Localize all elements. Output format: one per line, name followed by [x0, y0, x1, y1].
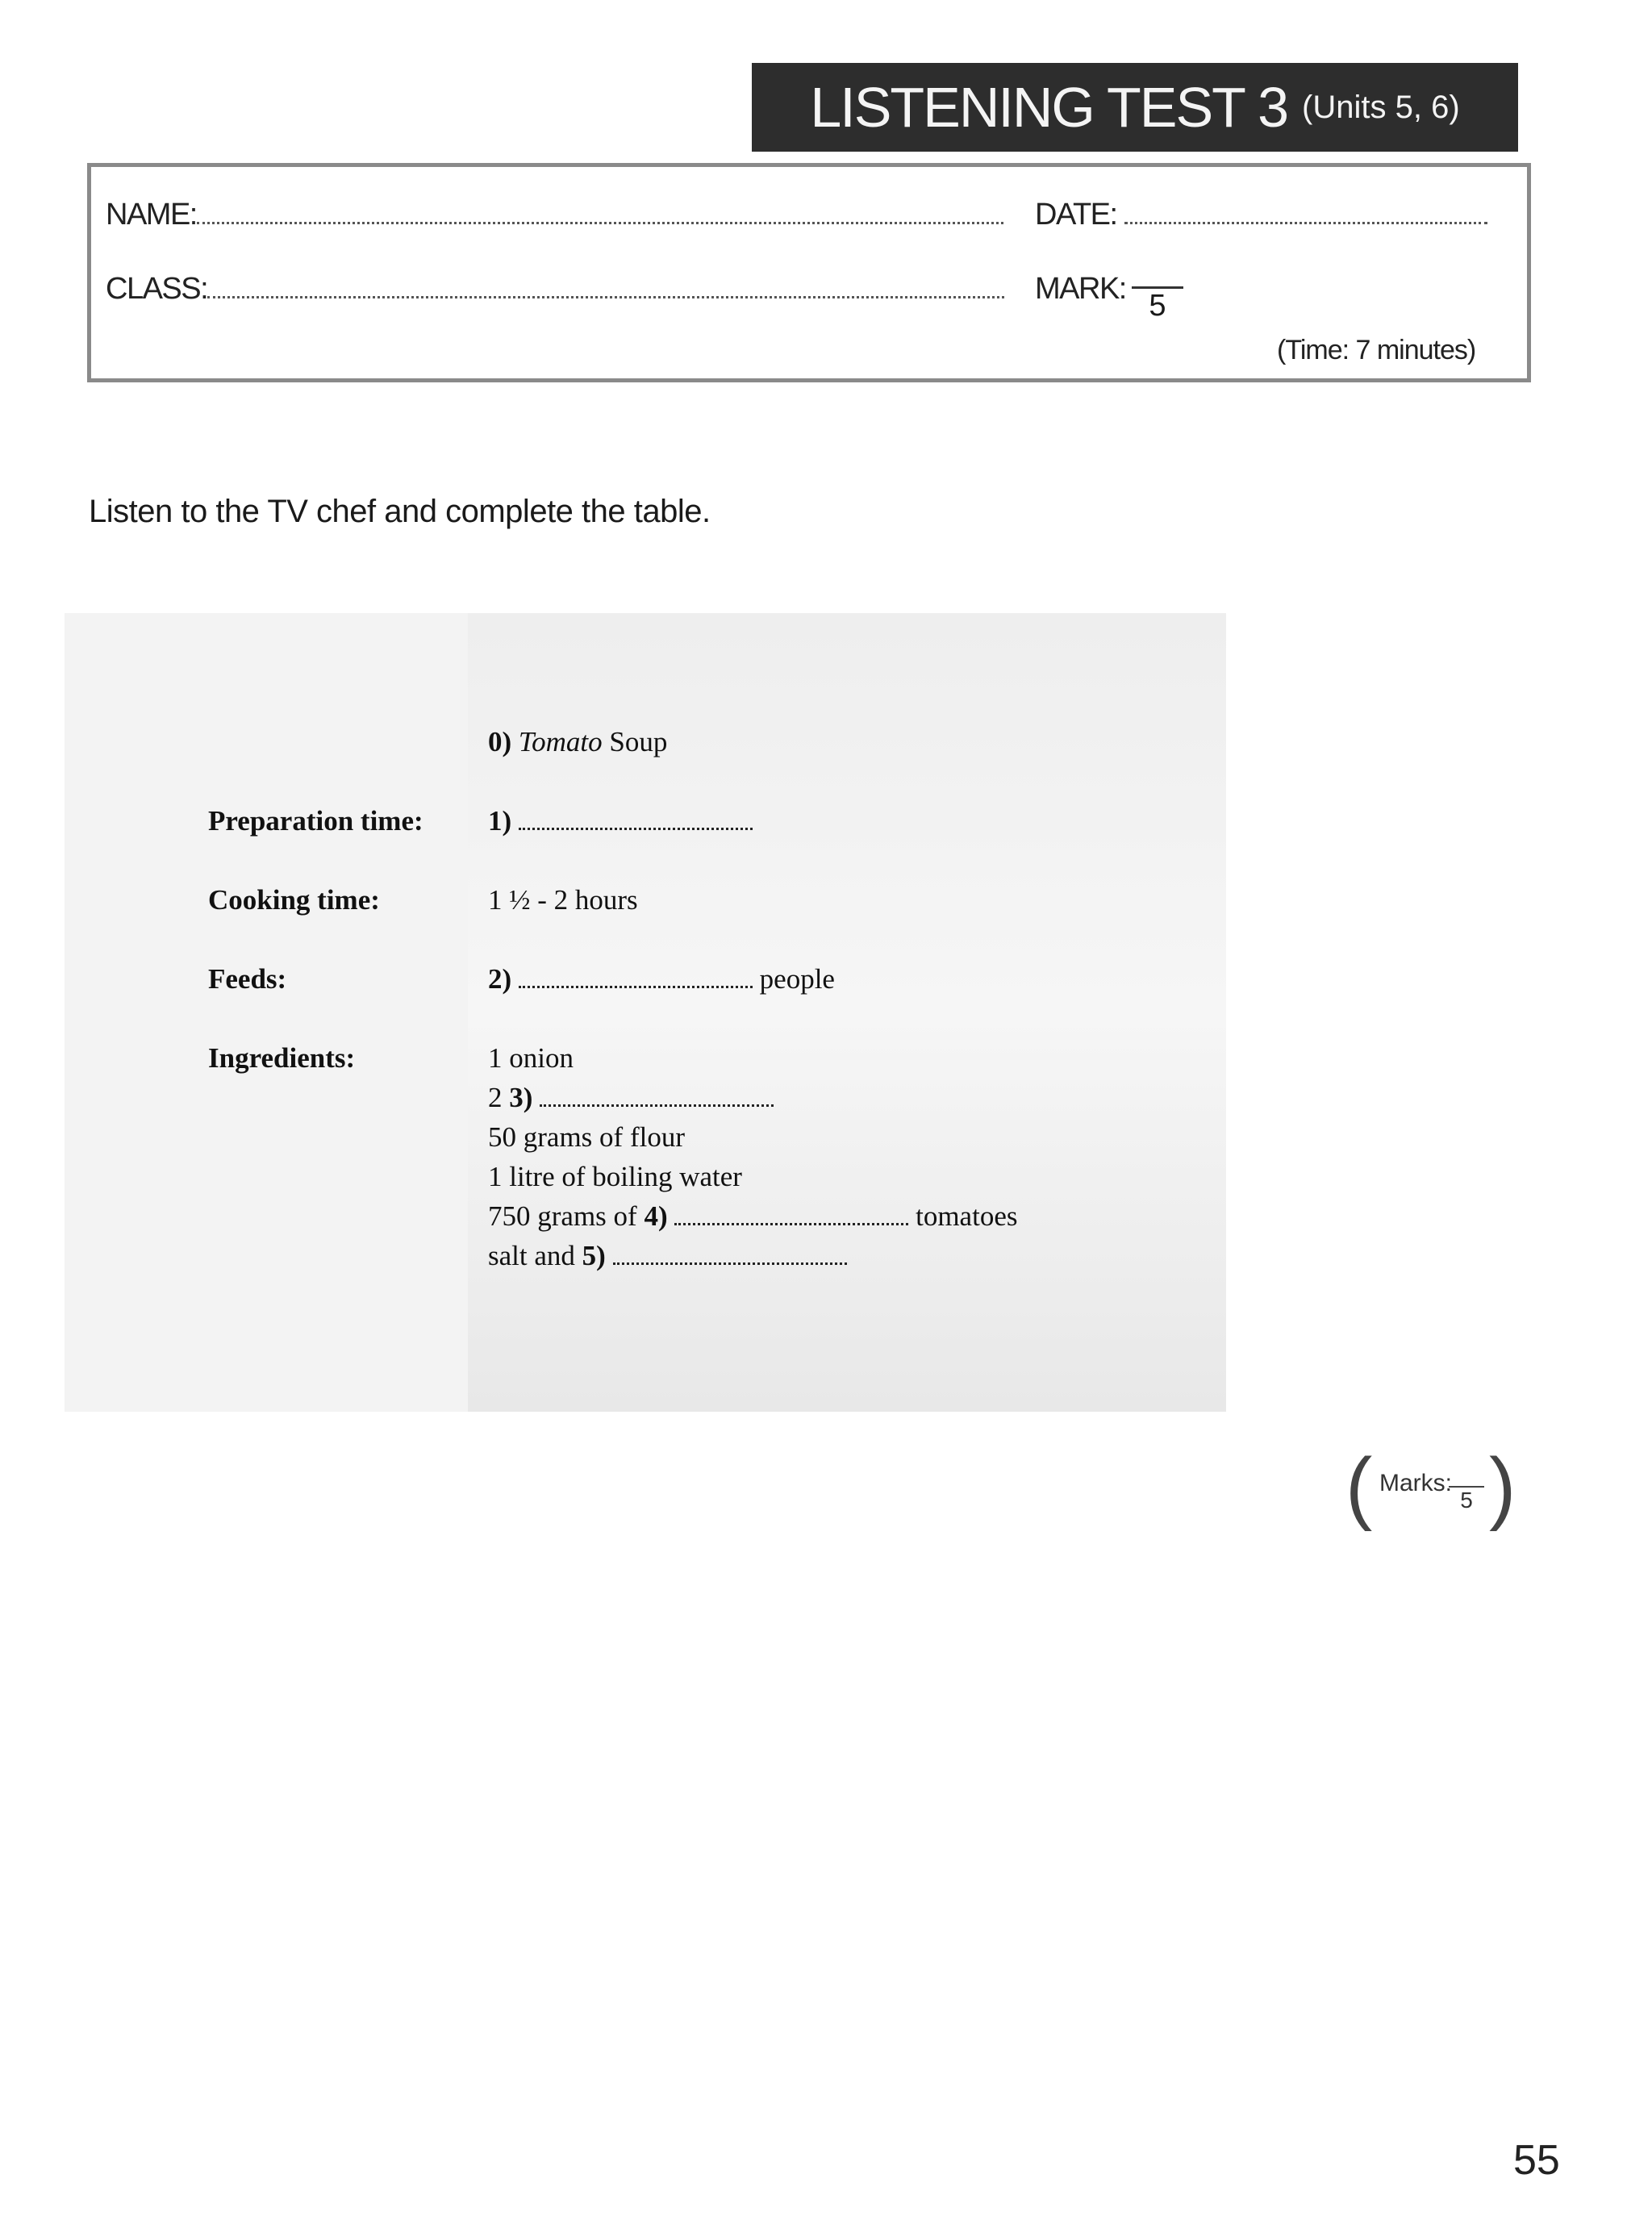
- date-blank[interactable]: [1124, 222, 1487, 224]
- test-title-banner: [752, 63, 1518, 152]
- test-units: (Units 5, 6): [1302, 89, 1460, 125]
- right-paren: ): [1489, 1442, 1516, 1532]
- class-field[interactable]: [106, 272, 1004, 307]
- class-label: CLASS:: [106, 272, 208, 306]
- question-5-blank[interactable]: [613, 1254, 847, 1265]
- page-number: 55: [1513, 2137, 1560, 2184]
- question-3-blank[interactable]: [540, 1096, 774, 1107]
- prep-time-answer[interactable]: [488, 805, 753, 837]
- recipe-title-italic: Tomato: [518, 726, 603, 757]
- left-paren: (: [1345, 1442, 1373, 1532]
- name-field[interactable]: [106, 198, 1003, 232]
- question-3-number: 3): [509, 1082, 533, 1113]
- name-label: NAME:: [106, 198, 197, 232]
- mark-total: 5: [1149, 289, 1166, 323]
- ingredient-3: 50 grams of flour: [488, 1121, 685, 1153]
- ingredients-label: Ingredients:: [208, 1042, 356, 1074]
- mark-label: MARK:: [1035, 272, 1126, 306]
- question-5-number: 5): [582, 1240, 606, 1271]
- recipe-title-rest: Soup: [609, 726, 668, 757]
- marks-total: 5: [1460, 1488, 1473, 1513]
- feeds-suffix: people: [759, 963, 835, 995]
- ingredient-4: 1 litre of boiling water: [488, 1161, 742, 1192]
- instruction-text: Listen to the TV chef and complete the table.: [89, 494, 711, 529]
- feeds-answer[interactable]: [488, 963, 835, 995]
- name-blank[interactable]: [197, 222, 1003, 224]
- prep-time-label: Preparation time:: [208, 805, 423, 837]
- question-4-blank[interactable]: [674, 1215, 908, 1225]
- ingredient-6[interactable]: [488, 1240, 847, 1272]
- ingredient-5[interactable]: [488, 1200, 1017, 1233]
- question-1-blank[interactable]: [519, 820, 753, 830]
- ingredient-2-prefix: 2: [488, 1082, 503, 1113]
- time-note: (Time: 7 minutes): [1277, 335, 1476, 365]
- class-blank[interactable]: [207, 296, 1004, 298]
- question-2-number: 2): [488, 963, 512, 995]
- marks-label: Marks:: [1379, 1470, 1452, 1496]
- student-info-box: [87, 163, 1531, 382]
- recipe-title-number: 0): [488, 726, 512, 757]
- test-title: LISTENING TEST 3: [810, 76, 1288, 139]
- date-field[interactable]: [1035, 198, 1487, 232]
- cooking-time-value: 1 ½ - 2 hours: [488, 884, 638, 916]
- feeds-label: Feeds:: [208, 963, 287, 995]
- marks-box: [1345, 1442, 1516, 1533]
- cooking-time-label: Cooking time:: [208, 884, 380, 916]
- ingredient-5-suffix: tomatoes: [916, 1200, 1018, 1232]
- ingredient-5-prefix: 750 grams of: [488, 1200, 637, 1232]
- mark-fraction: [1132, 286, 1183, 323]
- ingredient-2[interactable]: [488, 1082, 774, 1114]
- question-1-number: 1): [488, 805, 512, 837]
- marks-fraction: [1449, 1486, 1484, 1513]
- question-2-blank[interactable]: [519, 978, 753, 988]
- question-4-number: 4): [644, 1200, 668, 1232]
- ingredient-1: 1 onion: [488, 1042, 574, 1074]
- recipe-title: [488, 726, 667, 758]
- date-label: DATE:: [1035, 198, 1117, 232]
- ingredient-6-prefix: salt and: [488, 1240, 575, 1271]
- mark-field: [1035, 272, 1126, 307]
